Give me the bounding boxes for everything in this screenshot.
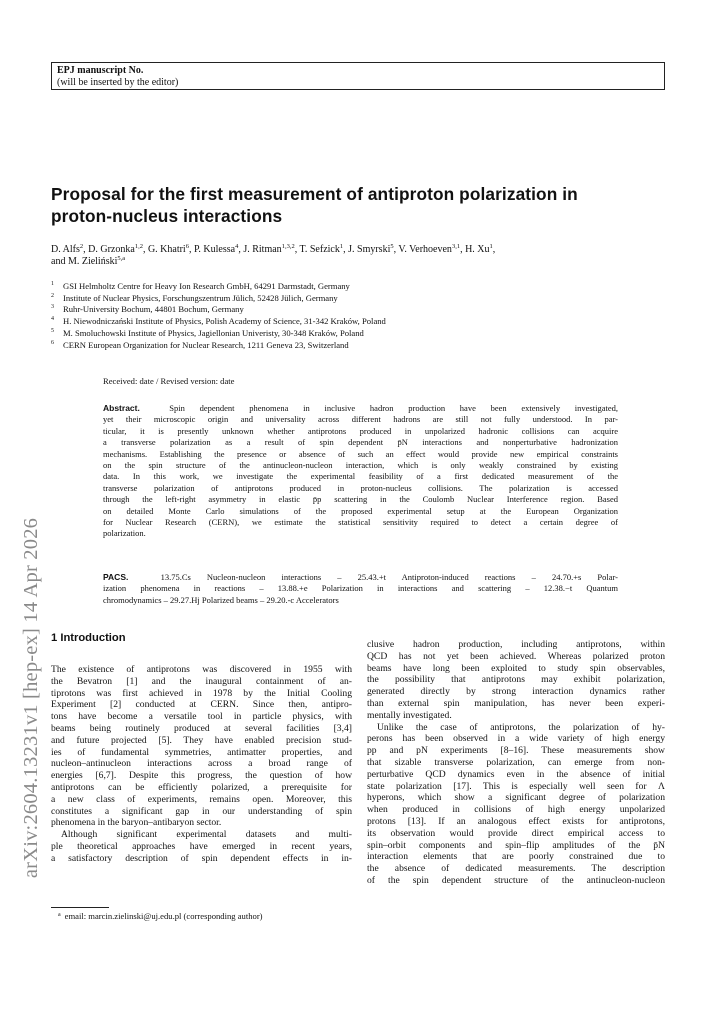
affiliation-item — [51, 340, 665, 352]
author-name: D. Alfs — [51, 244, 80, 255]
left-column-text — [51, 664, 352, 865]
paragraph-line: when produced in collisions of high energy unpolarized — [367, 804, 665, 816]
author-line — [51, 244, 665, 256]
author-name: , J. Ritman — [238, 244, 282, 255]
footnote-text: email: marcin.zielinski@uj.edu.pl (corresponding author) — [64, 911, 263, 921]
paragraph-line: a satisfactory description of spin dependent effects in in- — [51, 852, 352, 864]
footnote-mark: a — [58, 912, 61, 918]
arxiv-stamp — [20, 517, 50, 879]
abstract-line — [103, 449, 618, 460]
affiliation-number: 3 — [51, 304, 54, 311]
affiliation-text: H. Niewodniczański Institute of Physics, Polish Academy of Science, 31-342 Kraków, Poland — [63, 316, 386, 327]
author-name: , D. Grzonka — [83, 244, 135, 255]
paragraph-line: and future projected [5]. They have enabled precision stud- — [51, 734, 352, 746]
paragraph-line: its observation would provide direct empirical access to — [367, 827, 665, 839]
author-affiliation-mark: 1 — [489, 243, 493, 250]
author-name: and M. Zieliński — [51, 256, 118, 268]
author-affiliation-mark: 1,3,2 — [281, 243, 295, 250]
abstract-text: Spin dependent phenomena in inclusive hadron production have been extensively investigated, — [169, 403, 618, 413]
author-affiliation-mark: 5,a — [117, 255, 126, 263]
paragraph-line: the Bevatron [1] and the inaugural containment of an- — [51, 675, 352, 687]
section-heading: 1 Introduction — [51, 632, 126, 644]
abstract-text: transverse polarization of antiprotons produced in proton-nucleus collisions. The polarization is accessed — [103, 482, 618, 493]
paragraph-line: tiprotons was first achieved in 1978 by the Initial Cooling — [51, 687, 352, 699]
affiliation-text: GSI Helmholtz Centre for Heavy Ion Research GmbH, 64291 Darmstadt, Germany — [63, 281, 350, 291]
abstract-text: data. In this work, we investigate the experimental feasibility of a first dedicated measurement of the — [103, 471, 618, 482]
paragraph-line: The existence of antiprotons was discovered in 1955 with — [51, 664, 352, 675]
paragraph-line: the absence of dedicated measurements. The description — [367, 863, 665, 875]
paragraph-line: perons has been observed in a wide variety of high energy — [367, 733, 665, 745]
author-name: , T. Sefzick — [294, 244, 340, 255]
author-affiliation-mark: 5 — [390, 243, 394, 250]
paragraph-line: Although significant experimental datasets and multi- — [61, 829, 352, 841]
abstract-text: mechanisms. Establishing the presence or absence of such an effect would provide new empirical constraints — [103, 448, 618, 459]
affiliation-list — [51, 281, 665, 351]
pacs-line — [103, 572, 618, 583]
paragraph-line: hyperons, which show a significant degree of polarization — [367, 792, 665, 804]
author-line — [51, 256, 665, 268]
manuscript-number-box — [51, 62, 665, 90]
affiliation-number: 2 — [51, 292, 54, 299]
manuscript-label: EPJ manuscript No. — [57, 65, 144, 76]
paragraph-line: beams being routinely produced at several facilities [3,4] — [51, 722, 352, 734]
paragraph-line: perturbative QCD dynamics even in the absence of initial — [367, 768, 665, 780]
affiliation-text: Ruhr-University Bochum, 44801 Bochum, Germany — [63, 304, 244, 315]
paragraph-line: state polarization [17]. This is especially well seen for Λ — [367, 780, 665, 792]
author-name: , P. Kulessa — [188, 244, 236, 255]
author-name: , J. Smyrski — [343, 244, 391, 255]
author-affiliation-mark: 1,2 — [134, 243, 143, 250]
affiliation-item — [51, 328, 665, 340]
pacs-codes — [103, 572, 618, 606]
abstract-text: a transverse polarization as a result of spin dependent p̄N interactions and nonperturbative hadronization — [103, 437, 618, 448]
author-affiliation-mark: 4 — [235, 243, 239, 250]
abstract-text: ticular, it is presently unknown whether antiprotons produced in unpolarized hadronic collisions can acquire — [103, 425, 618, 436]
abstract-line — [103, 460, 618, 471]
affiliation-item — [51, 304, 665, 316]
pacs-line — [103, 583, 618, 594]
abstract-line — [103, 426, 618, 437]
paragraph-line: of the spin dependent structure of the antinucleon-nucleon — [367, 874, 665, 886]
pacs-text: ization phenomena in reactions – 13.88.+e Polarization in interactions and scattering – 12.38.−t Quantum — [103, 583, 618, 594]
author-affiliation-mark: 1 — [339, 243, 344, 250]
abstract-line — [103, 528, 618, 539]
paragraph-line: generated directly by strong interaction dynamics rather — [367, 686, 665, 698]
affiliation-number: 4 — [51, 316, 54, 323]
affiliation-text: M. Smoluchowski Institute of Physics, Jagiellonian Univeristy, 30-348 Kraków, Poland — [63, 327, 364, 338]
abstract-line — [103, 494, 618, 505]
affiliation-item — [51, 281, 665, 293]
paragraph-line: ple theoretical approaches have emerged in recent years, — [51, 840, 352, 852]
affiliation-number: 5 — [51, 327, 54, 334]
abstract-line — [103, 403, 618, 414]
abstract-heading: Abstract. — [103, 403, 140, 413]
paragraph-line: nucleon–antinucleon interactions across a broad range of — [51, 758, 352, 770]
abstract-text: for Nuclear Research (CERN), we estimate the statistical sensitivity required to detect a certain degree of — [103, 517, 618, 528]
arxiv-identifier: arXiv:2604.13231v1 [hep-ex] 14 Apr 2026 — [20, 517, 42, 879]
paragraph-line: interaction elements that are poorly constrained due to — [367, 851, 665, 863]
author-affiliation-mark: 3,1 — [451, 243, 461, 250]
pacs-text: 13.75.Cs Nucleon-nucleon interactions – 25.43.+t Antiproton-induced reactions – 24.70.+s Polar- — [160, 572, 618, 582]
abstract — [103, 403, 618, 540]
paragraph-line: mentally investigated. — [367, 709, 452, 721]
author-name: , H. Xu — [460, 244, 490, 255]
paragraph-line: constitutes a significant gap in our understanding of spin — [51, 805, 352, 817]
abstract-line — [103, 483, 618, 494]
affiliation-text: Institute of Nuclear Physics, Forschungszentrum Jülich, 52428 Jülich, Germany — [63, 292, 338, 303]
affiliation-number: 6 — [51, 339, 54, 346]
received-dates: Received: date / Revised version: date — [103, 376, 235, 386]
abstract-line — [103, 437, 618, 448]
affiliation-item — [51, 316, 665, 328]
footnote — [58, 911, 263, 921]
abstract-text: yet their microscopic origin and universality across different hadrons are still not fully understood. In par- — [103, 414, 618, 425]
paper-title — [51, 184, 671, 227]
paragraph-line: than external spin manipulation, has never been experi- — [367, 697, 665, 709]
author-affiliation-mark: 6 — [185, 243, 189, 250]
paragraph-line: that sizable transverse polarization, can emerge from non- — [367, 756, 665, 768]
author-name: , G. Khatri — [142, 244, 186, 255]
paragraph-line: ies of fundamental symmetries, antimatter properties, and — [51, 746, 352, 758]
abstract-line — [103, 517, 618, 528]
abstract-line — [103, 506, 618, 517]
title-line: Proposal for the first measurement of antiproton polarization in — [51, 184, 578, 204]
abstract-text: on the spin structure of the antinucleon-nucleon interaction, which is only weakly constrained by existing — [103, 460, 618, 471]
author-name: , V. Verhoeven — [393, 244, 452, 255]
author-affiliation-mark: 2 — [79, 243, 84, 250]
paragraph-line: antiprotons can be efficiently polarized, a prerequisite for — [51, 781, 352, 793]
paragraph-line: energies [6,7]. Despite this progress, the question of how — [51, 770, 352, 782]
paragraph-line: tons have become a versatile tool in particle physics, with — [51, 711, 352, 723]
pacs-text: chromodynamics – 29.27.Hj Polarized beams – 29.20.-c Accelerators — [103, 594, 339, 605]
author-list — [51, 244, 665, 269]
paragraph-line: Unlike the case of antiprotons, the polarization of hy- — [377, 721, 665, 733]
paragraph-line: QCD has not yet been achieved. Whereas polarized proton — [367, 650, 665, 662]
author-name: , — [492, 244, 496, 255]
pacs-line — [103, 595, 618, 606]
abstract-text: polarization. — [103, 528, 146, 539]
right-column-text — [367, 639, 665, 887]
paragraph-line: protons [13]. If an analogous effect exists for antiprotons, — [367, 815, 665, 827]
abstract-text: on detailed Monte Carlo simulations of the proposed experimental setup at the European Organization — [103, 505, 618, 516]
manuscript-note: (will be inserted by the editor) — [57, 76, 179, 88]
left-column — [51, 631, 352, 865]
abstract-line — [103, 414, 618, 425]
paragraph-line: pp and pN experiments [8–16]. These measurements show — [367, 745, 665, 757]
footnote-rule — [51, 907, 109, 908]
paragraph-line: Experiment [2] conducted at CERN. Since then, antipro- — [51, 699, 352, 711]
affiliation-text: CERN European Organization for Nuclear Research, 1211 Geneva 23, Switzerland — [63, 339, 349, 350]
affiliation-item — [51, 293, 665, 305]
paragraph-line: phenomena in the baryon–antibaryon sector. — [51, 817, 222, 829]
paragraph-line: the possibility that antiprotons may exhibit polarization, — [367, 674, 665, 686]
affiliation-number: 1 — [51, 281, 54, 287]
paragraph-line: beams have long been exploited to study spin observables, — [367, 662, 665, 674]
pacs-heading: PACS. — [103, 572, 129, 582]
abstract-text: through the left-right asymmetry in elastic p̄p scattering in the Coulomb Nuclear Interference region. Based — [103, 494, 618, 505]
paragraph-line: spin–orbit components and spin–flip amplitudes of the p̄N — [367, 839, 665, 851]
paragraph-line: a new class of experiments, remains open. Moreover, this — [51, 793, 352, 805]
title-line: proton-nucleus interactions — [51, 205, 283, 226]
abstract-line — [103, 471, 618, 482]
paragraph-line: clusive hadron production, including antiprotons, within — [367, 639, 665, 650]
